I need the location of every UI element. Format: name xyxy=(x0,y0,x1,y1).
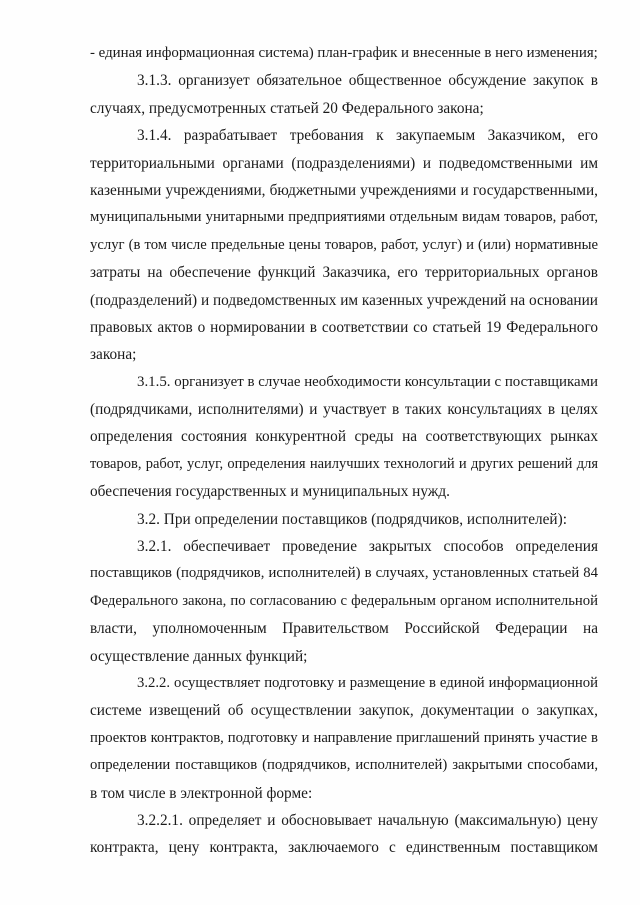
paragraph-p-3-2-1 xyxy=(90,533,598,670)
text-line: 3.2.2.1. определяет и обосновывает начальную (максимальную) цену xyxy=(137,811,598,829)
text-line: территориальными органами (подразделениями) и подведомственными им xyxy=(90,154,598,172)
text-line: 3.1.4. разрабатывает требования к закупаемым Заказчиком, его xyxy=(137,127,598,145)
text-line: 3.1.5. организует в случае необходимости консультации с поставщиками xyxy=(137,373,598,390)
paragraph-p-3-1-4 xyxy=(90,122,598,369)
text-line: поставщиков (подрядчиков, исполнителей) в случаях, установленных статьей 84 xyxy=(90,565,598,582)
text-line: определении поставщиков (подрядчиков, исполнителей) закрытыми способами, xyxy=(90,757,598,774)
text-line: осуществление данных функций; xyxy=(90,647,308,665)
text-line: закона; xyxy=(90,346,137,364)
paragraph-p-intro-tail xyxy=(90,40,598,67)
text-line: 3.1.3. организует обязательное общественное обсуждение закупок в xyxy=(137,72,598,90)
text-line: 3.2. При определении поставщиков (подрядчиков, исполнителей): xyxy=(137,510,567,528)
text-line: определения состояния конкурентной среды на соответствующих рынках xyxy=(90,428,598,446)
text-line: случаях, предусмотренных статьей 20 Федерального закона; xyxy=(90,99,484,117)
text-line: (подрядчиками, исполнителями) и участвует в таких консультациях в целях xyxy=(90,401,598,419)
text-line: 3.2.1. обеспечивает проведение закрытых способов определения xyxy=(137,538,598,556)
text-line: казенными учреждениями, бюджетными учреждениями и государственными, xyxy=(90,181,598,199)
text-line: власти, уполномоченным Правительством Российской Федерации на xyxy=(90,620,598,638)
text-line: - единая информационная система) план-график и внесенные в него изменения; xyxy=(90,45,598,61)
text-line: правовых актов о нормировании в соответствии со статьей 19 Федерального xyxy=(90,318,598,336)
paragraph-p-3-2 xyxy=(90,506,598,533)
document-body xyxy=(90,40,598,862)
text-line: муниципальными унитарными предприятиями отдельным видам товаров, работ, xyxy=(90,209,598,226)
text-line: Федерального закона, по согласованию с федеральным органом исполнительной xyxy=(90,592,598,609)
paragraph-p-3-2-2 xyxy=(90,670,598,807)
paragraph-p-3-1-3 xyxy=(90,67,598,122)
text-line: обеспечения государственных и муниципальных нужд. xyxy=(90,483,450,501)
text-line: товаров, работ, услуг, определения наилучших технологий и других решений для xyxy=(90,455,598,472)
text-line: (подразделений) и подведомственных им казенных учреждений на основании xyxy=(90,291,598,309)
text-line: затраты на обеспечение функций Заказчика, его территориальных органов xyxy=(90,264,598,282)
paragraph-p-3-1-5 xyxy=(90,369,598,506)
paragraph-p-3-2-2-1 xyxy=(90,807,598,862)
text-line: проектов контрактов, подготовку и направление приглашений принять участие в xyxy=(90,729,598,746)
text-line: услуг (в том числе предельные цены товаров, работ, услуг) и (или) нормативные xyxy=(90,236,598,253)
text-line: в том числе в электронной форме: xyxy=(90,784,313,802)
text-line: системе извещений об осуществлении закупок, документации о закупках, xyxy=(90,702,598,720)
text-line: контракта, цену контракта, заключаемого с единственным поставщиком xyxy=(90,839,598,857)
text-line: 3.2.2. осуществляет подготовку и размещение в единой информационной xyxy=(137,674,598,691)
